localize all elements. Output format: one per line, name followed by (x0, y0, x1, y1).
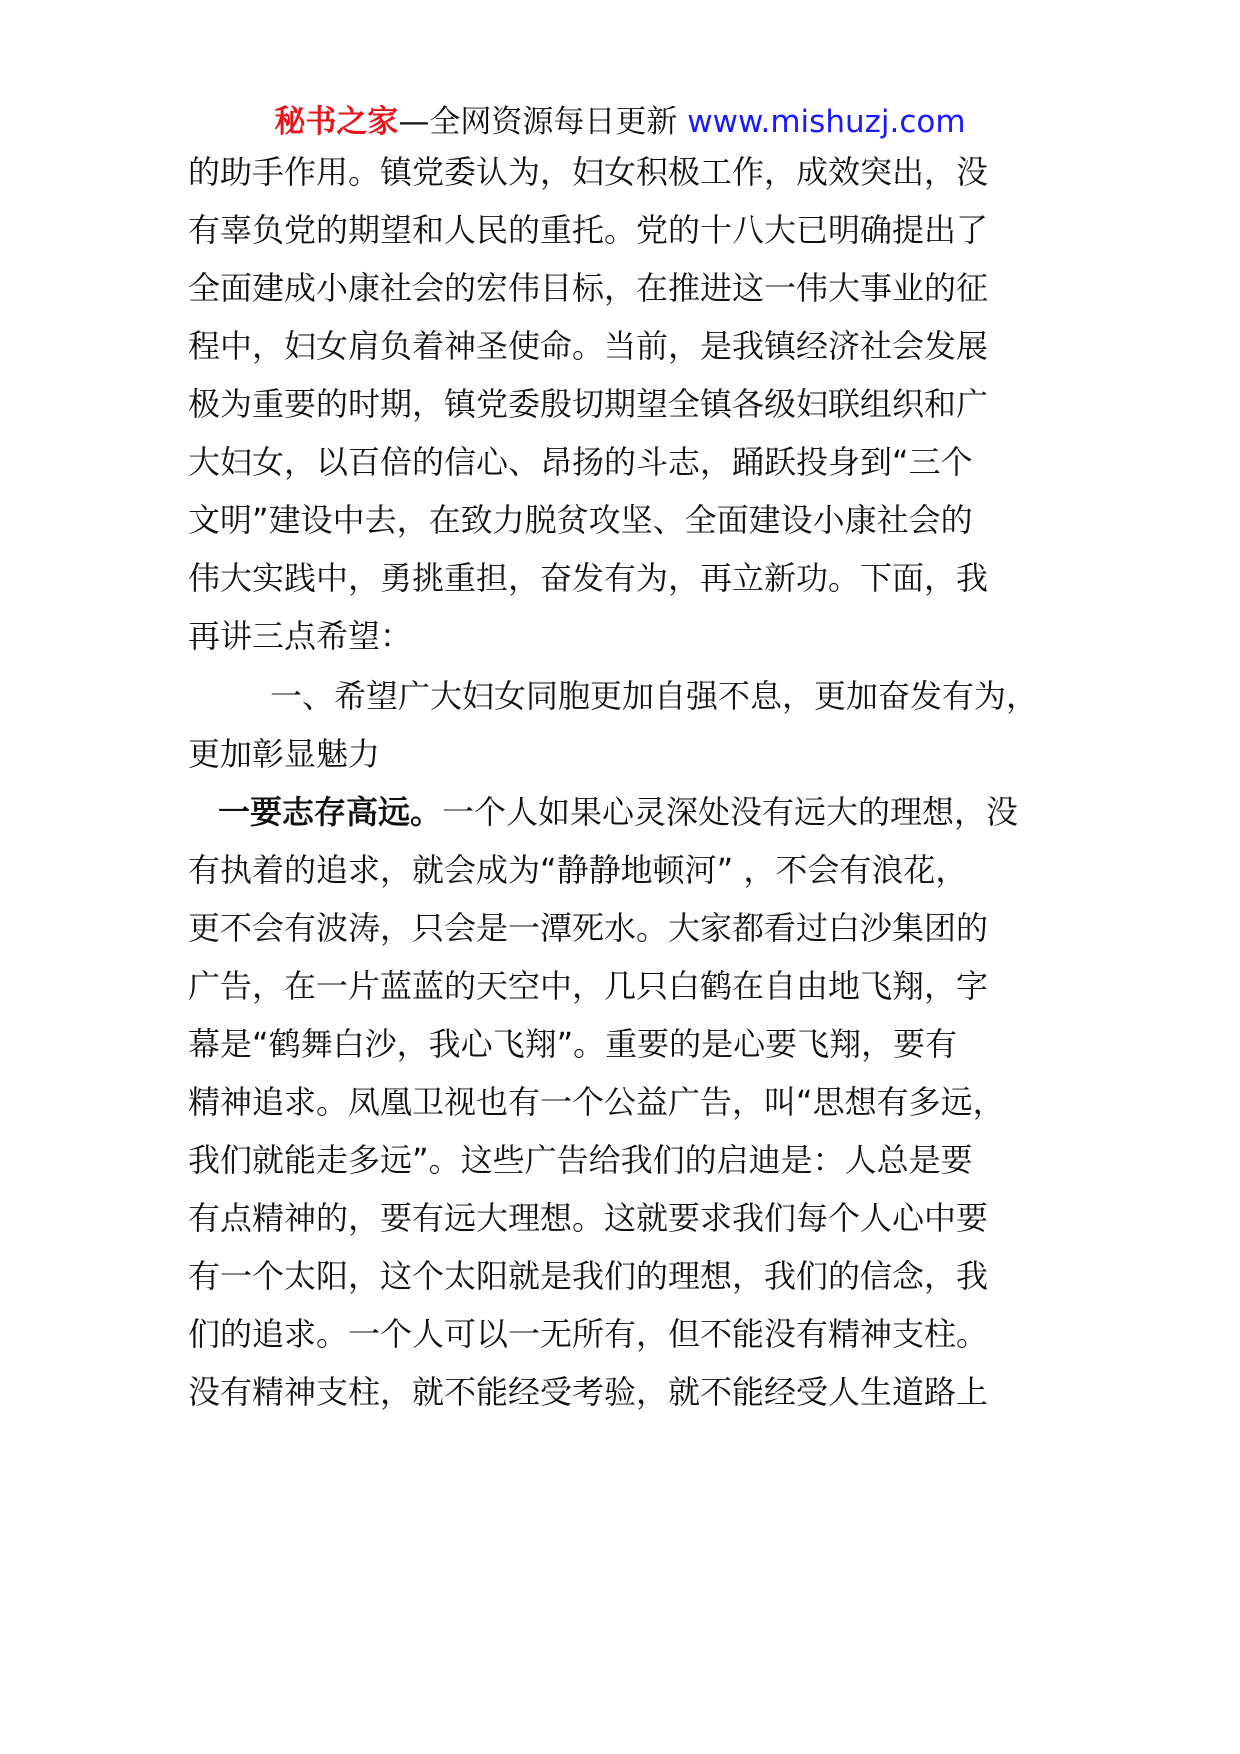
text-line: 有点精神的，要有远大理想。这就要求我们每个人心中要 (188, 1199, 989, 1237)
text-line: 全面建成小康社会的宏伟目标，在推进这一伟大事业的征 (188, 269, 989, 307)
text-line: 的助手作用。镇党委认为，妇女积极工作，成效突出，没 (188, 153, 989, 191)
text-line: 广告，在一片蓝蓝的天空中，几只白鹤在自由地飞翔，字 (188, 967, 989, 1005)
site-url[interactable]: www.mishuzj.com (687, 104, 966, 140)
text-line: 们的追求。一个人可以一无所有，但不能没有精神支柱。 (188, 1315, 989, 1353)
text-line: 精神追求。凤凰卫视也有一个公益广告，叫“思想有多远， (188, 1083, 1005, 1121)
text-line: 没有精神支柱，就不能经受考验，就不能经受人生道路上 (188, 1373, 989, 1411)
text-line: 伟大实践中，勇挑重担，奋发有为，再立新功。下面，我 (188, 559, 989, 597)
text-line: 我们就能走多远”。这些广告给我们的启迪是：人总是要 (188, 1141, 973, 1179)
text-line: 有执着的追求，就会成为“静静地顿河” ，不会有浪花， (188, 851, 968, 889)
text-line: 有辜负党的期望和人民的重托。党的十八大已明确提出了 (188, 211, 989, 249)
text-line: 极为重要的时期，镇党委殷切期望全镇各级妇联组织和广 (188, 385, 989, 423)
text-line: 文明”建设中去，在致力脱贫攻坚、全面建设小康社会的 (188, 501, 973, 539)
text-line: 大妇女，以百倍的信心、昂扬的斗志，踊跃投身到“三个 (188, 443, 973, 481)
paragraph-first-line (218, 792, 1018, 832)
paragraph-first-line-rest: 一个人如果心灵深处没有远大的理想，没 (442, 793, 1019, 831)
text-line: 再讲三点希望： (188, 617, 413, 655)
text-line: 更不会有波涛，只会是一潭死水。大家都看过白沙集团的 (188, 909, 989, 947)
section-heading-line: 更加彰显魅力 (188, 735, 381, 773)
header-tagline: —全网资源每日更新 (398, 104, 688, 140)
page-header (0, 100, 1240, 144)
text-line: 程中，妇女肩负着神圣使命。当前，是我镇经济社会发展 (188, 327, 989, 365)
text-line: 幕是“鹤舞白沙，我心飞翔”。重要的是心要飞翔，要有 (188, 1025, 958, 1063)
text-line: 有一个太阳，这个太阳就是我们的理想，我们的信念，我 (188, 1257, 989, 1295)
section-heading-line: 一、希望广大妇女同胞更加自强不息，更加奋发有为， (270, 677, 1039, 715)
brand-name: 秘书之家 (274, 104, 399, 140)
paragraph-lead-bold: 一要志存高远。 (218, 793, 443, 831)
